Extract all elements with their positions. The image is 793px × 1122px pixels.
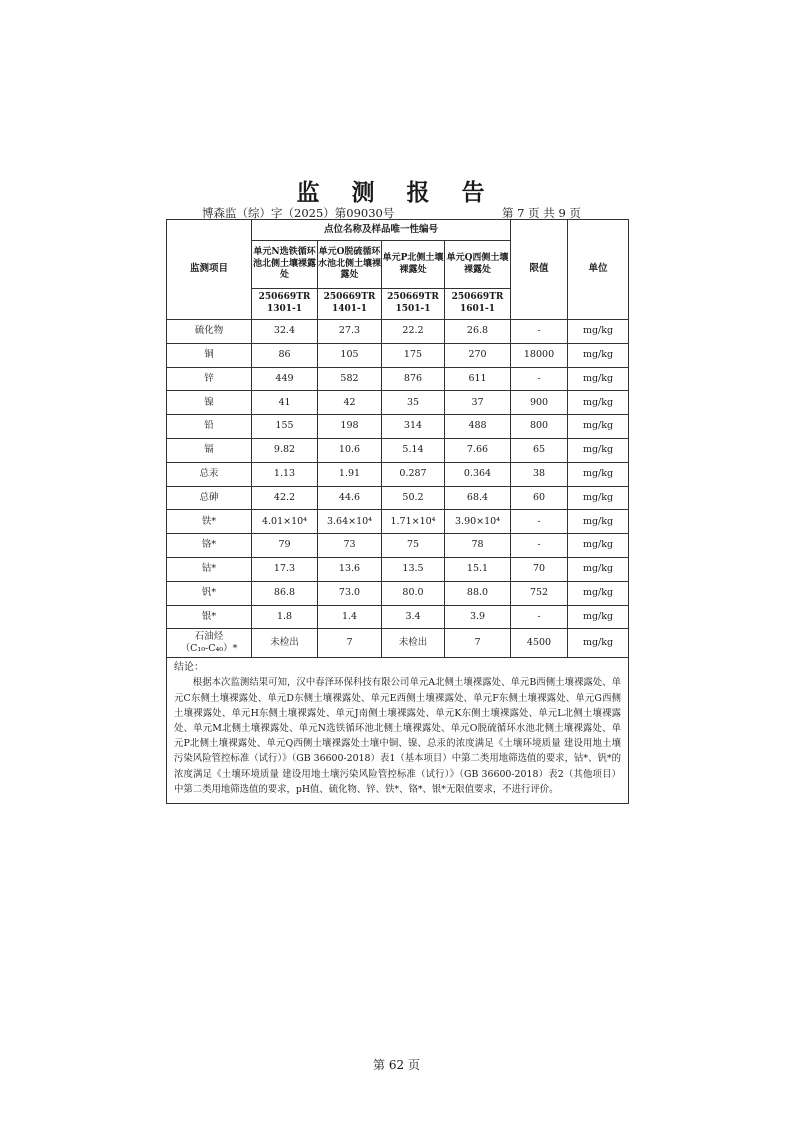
value-cell: 1.71×10⁴ (382, 510, 445, 534)
value-cell: 1.13 (252, 462, 318, 486)
table-row (167, 415, 629, 439)
item-name: 锌 (167, 367, 252, 391)
table-row (167, 462, 629, 486)
value-cell: 449 (252, 367, 318, 391)
value-cell: 10.6 (318, 438, 382, 462)
value-cell: 88.0 (445, 581, 511, 605)
value-cell: 0.287 (382, 462, 445, 486)
value-cell: 42 (318, 391, 382, 415)
unit-cell: mg/kg (568, 415, 629, 439)
value-cell: 314 (382, 415, 445, 439)
location-name: 单元Q西侧土壤裸露处 (445, 241, 511, 289)
value-cell: 未检出 (382, 629, 445, 658)
unit-cell: mg/kg (568, 462, 629, 486)
item-name: 铜 (167, 343, 252, 367)
value-cell: 13.5 (382, 557, 445, 581)
value-cell: 105 (318, 343, 382, 367)
unit-cell: mg/kg (568, 557, 629, 581)
header-location-group: 点位名称及样品唯一性编号 (252, 220, 511, 241)
value-cell: 611 (445, 367, 511, 391)
table-row (167, 486, 629, 510)
value-cell: 15.1 (445, 557, 511, 581)
unit-cell: mg/kg (568, 510, 629, 534)
value-cell: 0.364 (445, 462, 511, 486)
value-cell: 3.90×10⁴ (445, 510, 511, 534)
value-cell: 未检出 (252, 629, 318, 658)
table-row (167, 391, 629, 415)
limit-cell: 60 (511, 486, 568, 510)
item-name (167, 629, 252, 658)
value-cell: 175 (382, 343, 445, 367)
unit-cell: mg/kg (568, 320, 629, 344)
value-cell: 4.01×10⁴ (252, 510, 318, 534)
limit-cell: 900 (511, 391, 568, 415)
item-name: 铅 (167, 415, 252, 439)
limit-cell: - (511, 510, 568, 534)
value-cell: 876 (382, 367, 445, 391)
limit-cell: - (511, 367, 568, 391)
report-number: 博森监（综）字（2025）第09030号 (202, 206, 395, 220)
header-unit: 单位 (568, 220, 629, 320)
item-name: 总汞 (167, 462, 252, 486)
item-name: 硫化物 (167, 320, 252, 344)
value-cell: 9.82 (252, 438, 318, 462)
value-cell: 22.2 (382, 320, 445, 344)
value-cell: 270 (445, 343, 511, 367)
page-info: 第 7 页 共 9 页 (502, 206, 581, 220)
sample-code: 250669TR 1401-1 (318, 289, 382, 320)
header-limit: 限值 (511, 220, 568, 320)
item-name: 钒* (167, 581, 252, 605)
value-cell: 7 (318, 629, 382, 658)
monitoring-table (166, 219, 629, 804)
table-row (167, 510, 629, 534)
value-cell: 17.3 (252, 557, 318, 581)
value-cell: 3.4 (382, 605, 445, 629)
unit-cell: mg/kg (568, 367, 629, 391)
value-cell: 37 (445, 391, 511, 415)
location-name: 单元O脱硫循环水池北侧土壤裸露处 (318, 241, 382, 289)
value-cell: 3.9 (445, 605, 511, 629)
item-name: 铬* (167, 534, 252, 558)
limit-cell: 4500 (511, 629, 568, 658)
item-name-line1: 石油烃 (194, 631, 224, 643)
report-title: 监 测 报 告 (296, 179, 497, 206)
unit-cell: mg/kg (568, 391, 629, 415)
value-cell: 44.6 (318, 486, 382, 510)
unit-cell: mg/kg (568, 486, 629, 510)
value-cell: 1.91 (318, 462, 382, 486)
limit-cell: 752 (511, 581, 568, 605)
value-cell: 42.2 (252, 486, 318, 510)
value-cell: 5.14 (382, 438, 445, 462)
unit-cell: mg/kg (568, 438, 629, 462)
value-cell: 488 (445, 415, 511, 439)
table-row (167, 438, 629, 462)
table-row (167, 557, 629, 581)
value-cell: 13.6 (318, 557, 382, 581)
table-row (167, 534, 629, 558)
table-row (167, 320, 629, 344)
limit-cell: - (511, 534, 568, 558)
value-cell: 73 (318, 534, 382, 558)
location-name: 单元P北侧土壤裸露处 (382, 241, 445, 289)
value-cell: 35 (382, 391, 445, 415)
value-cell: 78 (445, 534, 511, 558)
table-row (167, 343, 629, 367)
unit-cell: mg/kg (568, 534, 629, 558)
value-cell: 73.0 (318, 581, 382, 605)
value-cell: 7.66 (445, 438, 511, 462)
unit-cell: mg/kg (568, 629, 629, 658)
conclusion-text: 根据本次监测结果可知，汉中春泽环保科技有限公司单元A北侧土壤裸露处、单元B西侧土壤裸露处、单元C东侧土壤裸露处、单元D东侧土壤裸露处、单元E西侧土壤裸露处、单元F东侧土壤裸露处、单元G西侧土壤裸露处、单元H东侧土壤裸露处、单元J南侧土壤裸露处、单元K东侧土壤裸露处、单元L北侧土壤裸露处、单元M北侧土壤裸露处、单元N选铁循环池北侧土壤裸露处、单元O脱硫循环水池北侧土壤裸露处、单元P北侧土壤裸露处、单元Q西侧土壤裸露处土壤中铜、镍、总汞的浓度满足《土壤环境质量 建设用地土壤污染风险管控标准（试行）》（GB 36600-2018）表1（基本项目）中第二类用地筛选值的要求，钴*、钒*的浓度满足《土壤环境质量 建设用地土壤污染风险管控标准（试行）》（GB 36600-2018）表2（其他项目）中第二类用地筛选值的要求，pH值、硫化物、锌、铁*、铬*、银*无限值要求，不进行评价。 (174, 677, 622, 795)
value-cell: 86.8 (252, 581, 318, 605)
value-cell: 32.4 (252, 320, 318, 344)
value-cell: 3.64×10⁴ (318, 510, 382, 534)
item-name: 镍 (167, 391, 252, 415)
conclusion-label: 结论： (174, 662, 204, 674)
table-row (167, 605, 629, 629)
limit-cell: 18000 (511, 343, 568, 367)
item-name-line2: （C₁₀-C₄₀）* (180, 643, 238, 655)
limit-cell: - (511, 320, 568, 344)
conclusion-section (167, 658, 629, 804)
unit-cell: mg/kg (568, 581, 629, 605)
value-cell: 155 (252, 415, 318, 439)
unit-cell: mg/kg (568, 343, 629, 367)
sample-code: 250669TR 1501-1 (382, 289, 445, 320)
value-cell: 41 (252, 391, 318, 415)
value-cell: 68.4 (445, 486, 511, 510)
value-cell: 79 (252, 534, 318, 558)
table-row (167, 367, 629, 391)
value-cell: 86 (252, 343, 318, 367)
value-cell: 80.0 (382, 581, 445, 605)
header-monitoring-item: 监测项目 (167, 220, 252, 320)
limit-cell: - (511, 605, 568, 629)
sample-code: 250669TR 1301-1 (252, 289, 318, 320)
limit-cell: 65 (511, 438, 568, 462)
location-name: 单元N选铁循环池北侧土壤裸露处 (252, 241, 318, 289)
value-cell: 1.8 (252, 605, 318, 629)
value-cell: 1.4 (318, 605, 382, 629)
value-cell: 27.3 (318, 320, 382, 344)
sample-code: 250669TR 1601-1 (445, 289, 511, 320)
value-cell: 582 (318, 367, 382, 391)
value-cell: 50.2 (382, 486, 445, 510)
table-row (167, 629, 629, 658)
page-number: 第 62 页 (373, 1058, 420, 1072)
item-name: 铁* (167, 510, 252, 534)
unit-cell: mg/kg (568, 605, 629, 629)
item-name: 镉 (167, 438, 252, 462)
limit-cell: 38 (511, 462, 568, 486)
limit-cell: 800 (511, 415, 568, 439)
item-name: 钴* (167, 557, 252, 581)
limit-cell: 70 (511, 557, 568, 581)
conclusion-row (167, 658, 629, 804)
value-cell: 26.8 (445, 320, 511, 344)
value-cell: 75 (382, 534, 445, 558)
item-name: 总砷 (167, 486, 252, 510)
item-name: 银* (167, 605, 252, 629)
table-row (167, 581, 629, 605)
value-cell: 7 (445, 629, 511, 658)
value-cell: 198 (318, 415, 382, 439)
